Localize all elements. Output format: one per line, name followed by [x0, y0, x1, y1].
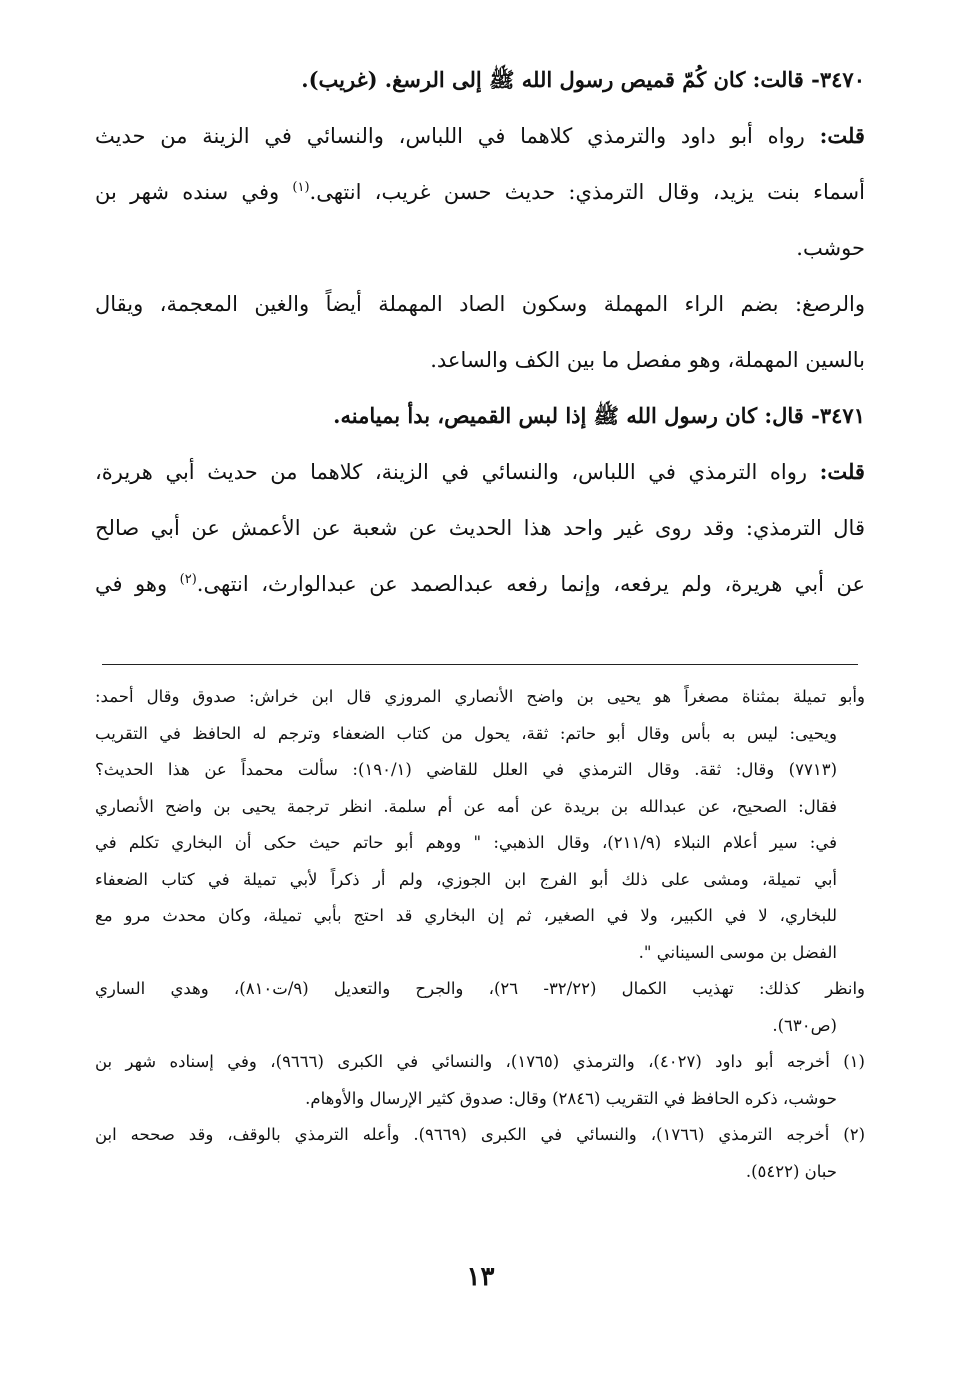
footnote-see-also-line: (ص٦٣٠). [772, 1015, 837, 1035]
commentary-text: رواه أبو داود والترمذي كلاهما في اللباس، والنسائي في الزينة من حديث [95, 124, 805, 148]
footnote-2-line: حبان (٥٤٢٢). [745, 1161, 837, 1181]
hadith-3471-commentary-line [95, 444, 865, 500]
qultu-label: قلت: [819, 459, 865, 484]
footnote-see-also-line: وانظر كذلك: تهذيب الكمال (٣٢/٢٢- ٢٦)، والجرح والتعديل (٩/ت٨١٠)، وهدي الساري [95, 979, 865, 998]
hadith-3471-commentary-line: قال الترمذي: وقد روى غير واحد هذا الحديث عن شعبة عن الأعمش عن أبي صالح [95, 516, 865, 540]
footnote-carry-line: فقال: الصحيح، عن عبدالله بن بريدة عن أمه عن أم سلمة. انظر ترجمة يحيى بن واضح الأنصاري [95, 796, 837, 816]
commentary-text: عن أبي هريرة، ولم يرفعه، وإنما رفعه عبدالصمد عن عبدالوارث، انتهى. [196, 572, 865, 596]
main-text [95, 52, 865, 612]
rusgh-definition-line: والرصغ: بضم الراء المهملة وسكون الصاد المهملة أيضاً والغين المعجمة، ويقال [95, 292, 865, 316]
page-number: ١٣ [466, 1262, 495, 1292]
footnotes [95, 679, 865, 1190]
commentary-text: وهو في [95, 572, 168, 596]
footnote-separator [102, 664, 858, 665]
footnote-2-line: (٢) أخرجه الترمذي (١٧٦٦)، والنسائي في الكبرى (٩٦٦٩). وأعله الترمذي بالوقف، وقد صححه ابن [95, 1125, 865, 1144]
hadith-3470-commentary-line [95, 108, 865, 164]
footnote-carry-line: الفضل بن موسى السيناني ". [638, 942, 837, 962]
hadith-3470-commentary-line [95, 164, 865, 220]
footnote-carry-line: (٧٧١٣) وقال: ثقة. وقال الترمذي في العلل للقاضي (١٩٠/١): سألت محمداً عن هذا الحديث؟ [95, 760, 837, 779]
commentary-text: رواه الترمذي في اللباس، والنسائي في الزينة، كلاهما من حديث أبي هريرة، [95, 460, 808, 484]
footnote-ref-1[interactable]: (١) [292, 180, 310, 195]
footnote-carry-line: للبخاري، لا في الكبير، ولا في الصغير، ثم إن البخاري قد احتج بأبي تميلة، وكان محدث مرو مع [95, 906, 837, 925]
hadith-3471-heading: ٣٤٧١- قال: كان رسول الله ﷺ إذا لبس القميص، بدأ بميامنه. [333, 403, 865, 428]
rusgh-definition-line: بالسين المهملة، وهو مفصل ما بين الكف والساعد. [430, 348, 865, 372]
footnote-carry-line: أبي تميلة، ومشى على ذلك أبو الفرج ابن الجوزي، ولم أر ذكراً لأبي تميلة في كتاب الضعفاء [95, 869, 837, 889]
footnote-1-line: (١) أخرجه أبو داود (٤٠٢٧)، والترمذي (١٧٦٥)، والنسائي في الكبرى (٩٦٦٦)، وفي إسناده شهر بن [95, 1052, 865, 1071]
hadith-3470-heading: ٣٤٧٠- قالت: كان كُمّ قميص رسول الله ﷺ إلى الرسغ. (غريب). [301, 67, 865, 92]
hadith-3471-commentary-line [95, 556, 865, 612]
footnote-carry-line: وأبو تميلة بمثناة مصغراً هو يحيى بن واضح الأنصاري المروزي قال ابن خراش: صدوق وقال أحمد: [95, 687, 865, 706]
hadith-3470-commentary-line: حوشب. [796, 236, 865, 260]
qultu-label: قلت: [819, 123, 865, 148]
commentary-text: أسماء بنت يزيد، وقال الترمذي: حديث حسن غريب، انتهى. [309, 180, 865, 204]
commentary-text: وفي سنده شهر بن [95, 180, 280, 204]
footnote-carry-line: ويحيى: ليس به بأس وقال أبو حاتم: ثقة، يحول من كتاب الضعفاء وترجم له الحافظ في التقريب [95, 723, 837, 743]
footnote-carry-line: في: سير أعلام النبلاء (٢١١/٩)، وقال الذهبي: " ووهم أبو حاتم حيث حكى أن البخاري تكلم في [95, 833, 837, 852]
footnote-1-line: حوشب، ذكره الحافظ في التقريب (٢٨٤٦) وقال: صدوق كثير الإرسال والأوهام. [305, 1088, 837, 1108]
footnote-ref-2[interactable]: (٢) [179, 572, 197, 587]
